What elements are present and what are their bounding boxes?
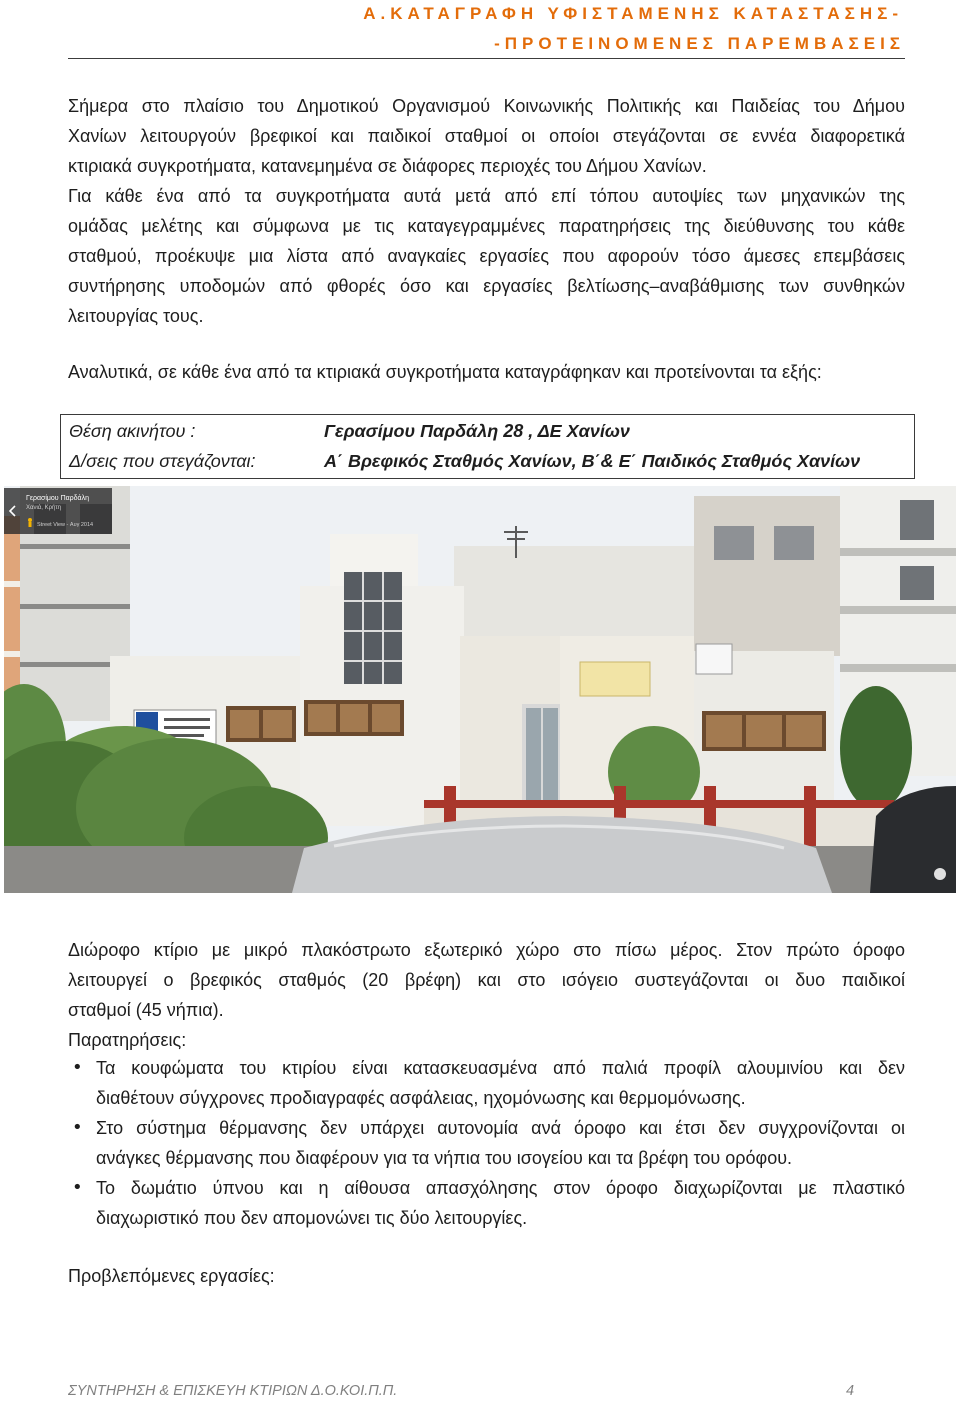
overlay-subtitle: Χανιά, Κρήτη xyxy=(26,505,62,511)
right-beige-building xyxy=(694,496,840,656)
location-label: Θέση ακινήτου : xyxy=(69,421,196,441)
paragraph-line: Σήμερα στο πλαίσιο του Δημοτικού Οργανισμού Κοινωνικής Πολιτικής και Παιδείας του Δήμου xyxy=(68,96,905,116)
right-wing-sign xyxy=(696,644,732,674)
paragraph-line: Για κάθε ένα από τα συγκροτήματα αυτά μετά από επί τόπου αυτοψίες των μηχανικών της xyxy=(68,186,905,206)
list-item-line: Το δωμάτιο ύπνου και η αίθουσα απασχόλησης στον όροφο διαχωρίζονται με πλαστικό xyxy=(96,1178,905,1198)
housed-units-label: Δ/σεις που στεγάζονται: xyxy=(69,451,256,471)
planned-works-heading: Προβλεπόμενες εργασίες: xyxy=(68,1266,275,1286)
left-wing-windows xyxy=(226,706,296,742)
property-info-box xyxy=(60,414,915,479)
housed-units-value: Α΄ Βρεφικός Σταθμός Χανίων, Β΄& Ε΄ Παιδικός Σταθμός Χανίων xyxy=(324,451,861,471)
main-block-windows xyxy=(304,700,404,736)
paragraph-line: Διώροφο κτίριο με μικρό πλακόστρωτο εξωτερικό χώρο στο πίσω μέρος. Στον πρώτο όροφο xyxy=(68,940,905,960)
paragraph-line: σταθμού, προέκυψε μια λίστα από αναγκαίες εργασίες που αφορούν τόσο άμεσες επεμβάσεις xyxy=(68,246,905,266)
paragraph-line: Χανίων λειτουργούν βρεφικοί και παιδικοί σταθμοί οι οποίοι στεγάζονται σε εννέα διαφορετικά xyxy=(68,126,905,146)
location-value: Γερασίμου Παρδάλη 28 , ΔΕ Χανίων xyxy=(324,421,630,441)
pegman-icon xyxy=(28,518,32,527)
paragraph-line: λειτουργίας τους. xyxy=(68,306,204,326)
list-item-line: ανάγκες θέρμανσης που διαφέρουν για τα νήπια του ισογείου και τα βρέφη του ορόφου. xyxy=(96,1148,793,1168)
yellow-sign xyxy=(580,662,650,696)
paragraph-line: λειτουργεί ο βρεφικός σταθμός (20 βρέφη) και στο ισόγειο συστεγάζονται οι δυο παιδικοί xyxy=(68,970,905,990)
building-photo-svg xyxy=(4,486,956,893)
stairwell-glazing xyxy=(344,572,402,684)
paragraph-line: κτιριακά συγκροτήματα, κατανεμημένα σε διάφορες περιοχές του Δήμου Χανίων. xyxy=(68,156,707,176)
overlay-title: Γερασίμου Παρδάλη xyxy=(26,495,89,502)
right-tree xyxy=(840,686,912,810)
list-item-line: διαθέτουν σύγχρονες προδιαγραφές ασφάλειας, ηχομόνωσης και θερμομόνωσης. xyxy=(96,1088,746,1108)
entrance-door xyxy=(522,704,562,808)
paragraph-line: σταθμοί (45 νήπια). xyxy=(68,1000,224,1020)
list-item-line: Τα κουφώματα του κτιρίου είναι κατασκευασμένα από παλιά προφίλ αλουμινίου και δεν xyxy=(96,1058,905,1078)
street-view-overlay xyxy=(4,488,112,534)
header-divider xyxy=(68,58,905,59)
footer-title: ΣΥΝΤΗΡΗΣΗ & ΕΠΙΣΚΕΥΗ ΚΤΙΡΙΩΝ Δ.Ο.ΚΟΙ.Π.Π. xyxy=(68,1383,398,1399)
page-number: 4 xyxy=(846,1383,855,1399)
paragraph-line: ομάδας μελέτης και σύμφωνα με τις καταγεγραμμένες παρατηρήσεις της διεύθυνσης του κάθε xyxy=(68,216,905,236)
paragraph-line: συντήρησης υποδομών από φθορές όσο και εργασίες βελτίωσης–αναβάθμισης των συνθηκών xyxy=(68,276,905,296)
building-photo xyxy=(4,486,956,893)
overlay-source: Street View - Αυγ 2014 xyxy=(37,522,94,528)
list-item-line: Στο σύστημα θέρμανσης δεν υπάρχει αυτονομία ανά όροφο και έτσι δεν συγχρονίζονται οι xyxy=(96,1118,905,1138)
section-title-line-1: Α.ΚΑΤΑΓΡΑΦΗ ΥΦΙΣΤΑΜΕΝΗΣ ΚΑΤΑΣΤΑΣΗΣ- xyxy=(363,4,903,23)
bullet-icon: • xyxy=(72,1057,83,1078)
intro-paragraph-3: Αναλυτικά, σε κάθε ένα από τα κτιριακά συγκροτήματα καταγράφηκαν και προτείνονται τα εξής: xyxy=(68,362,822,382)
bullet-icon: • xyxy=(72,1177,83,1198)
right-wing-windows xyxy=(702,711,826,751)
remarks-heading: Παρατηρήσεις: xyxy=(68,1030,187,1050)
list-item-line: διαχωριστικό που δεν απομονώνει τις δύο λειτουργίες. xyxy=(96,1208,528,1228)
bullet-icon: • xyxy=(72,1117,83,1138)
section-title-line-2: -ΠΡΟΤΕΙΝΟΜΕΝΕΣ ΠΑΡΕΜΒΑΣΕΙΣ xyxy=(494,34,905,53)
